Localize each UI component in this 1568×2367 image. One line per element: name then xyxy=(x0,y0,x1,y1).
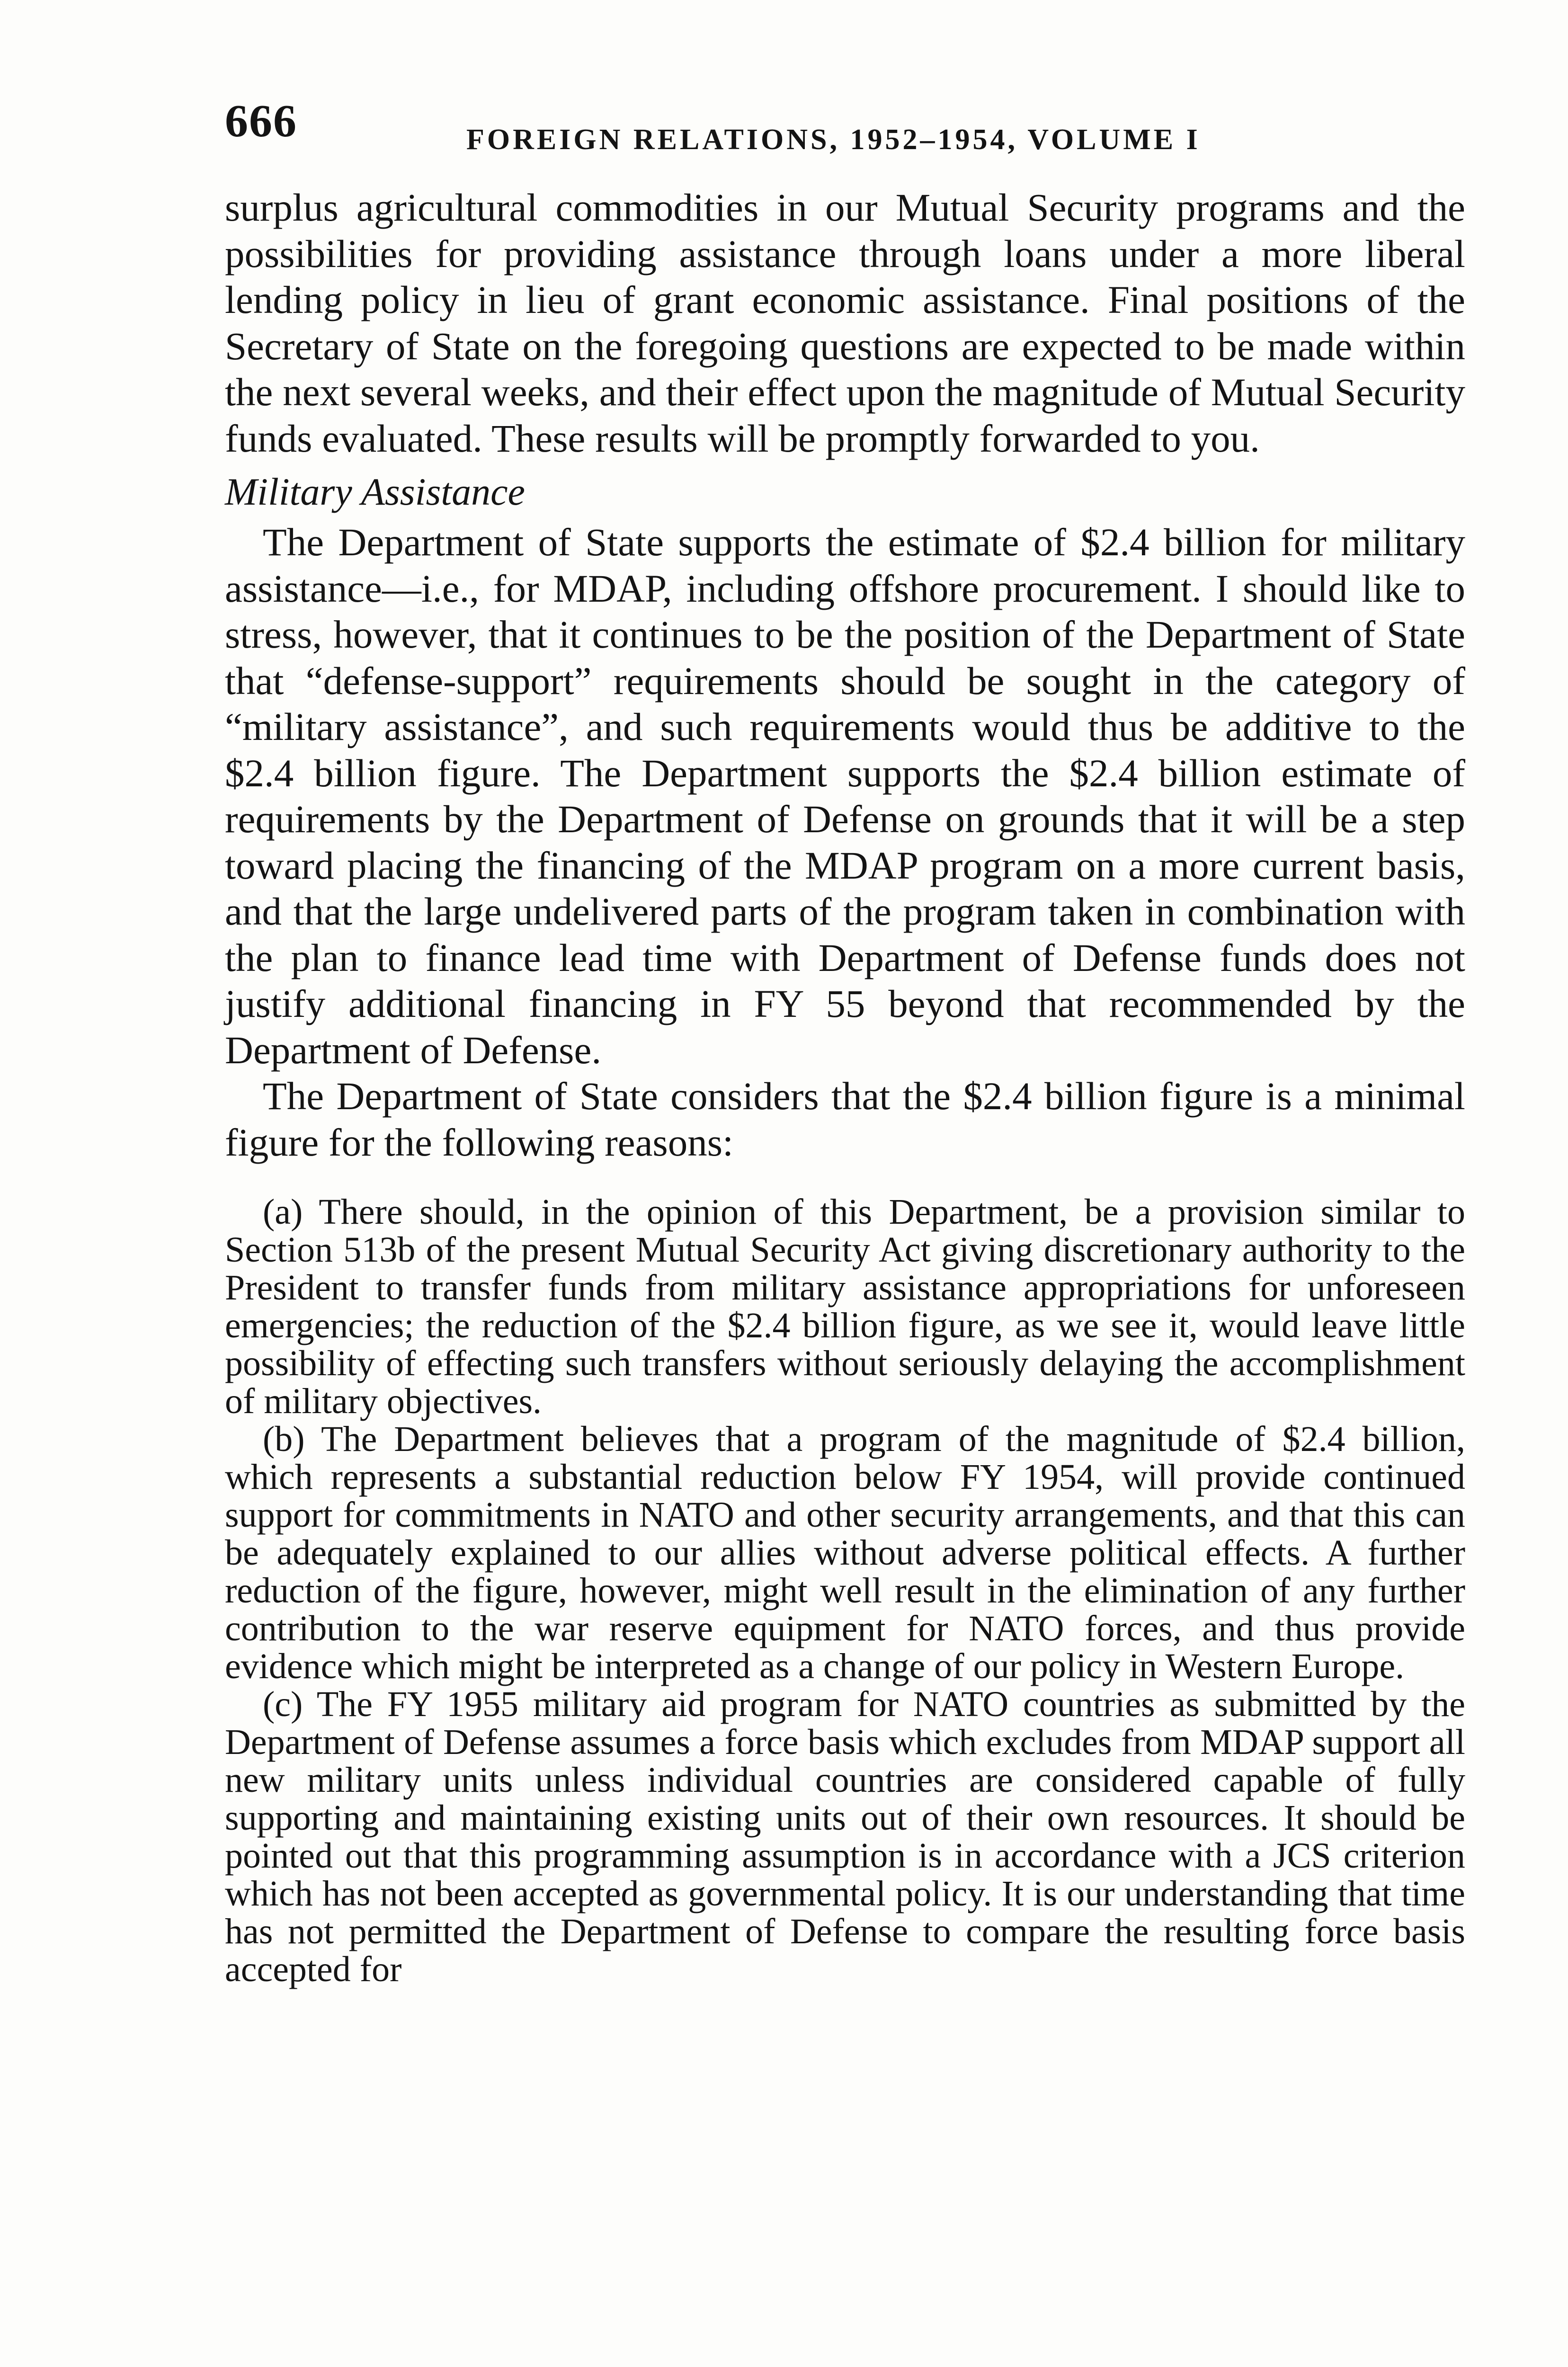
list-item-c: (c) The FY 1955 military aid program for NATO countries as submitted by the Department of Defense assumes a force basis which excludes from MDAP support all new military units unless individual countries are considered capable of fully supporting and maintaining existing units out of their own resources. It should be pointed out that this programming assumption is in accordance with a JCS criterion which has not been accepted as governmental policy. It is our understanding that time has not permitted the Department of Defense to compare the resulting force basis accepted for xyxy=(225,1684,1465,1989)
page-header xyxy=(225,85,1475,156)
body-text xyxy=(225,185,1465,1988)
running-head: FOREIGN RELATIONS, 1952–1954, VOLUME I xyxy=(466,124,1201,156)
page-number: 666 xyxy=(225,96,297,147)
list-item-b: (b) The Department believes that a program of the magnitude of $2.4 billion, which represents a substantial reduction below FY 1954, will provide continued support for commitments in NATO and other security arrangements, and that this can be adequately explained to our allies without adverse political effects. A further reduction of the figure, however, might well result in the elimination of any further contribution to the war reserve equipment for NATO forces, and thus provide evidence which might be interpreted as a change of our policy in Western Europe. xyxy=(225,1419,1465,1686)
paragraph-military-1: The Department of State supports the estimate of $2.4 billion for military assistance—i.e., for MDAP, including offshore procurement. I should like to stress, however, that it continues to be the position of the Department of State that “defense-support” requirements should be sought in the category of “military assistance”, and such requirements would thus be additive to the $2.4 billion figure. The Department supports the $2.4 billion estimate of requirements by the Department of Defense on grounds that it will be a step toward placing the financing of the MDAP program on a more current basis, and that the large undelivered parts of the program taken in combination with the plan to finance lead time with Department of Defense funds does not justify additional financing in FY 55 beyond that recommended by the Department of Defense. xyxy=(225,520,1465,1072)
spacer xyxy=(225,1166,1465,1193)
paragraph-intro: surplus agricultural commodities in our Mutual Security programs and the possibilities for providing assistance through loans under a more liberal lending policy in lieu of grant economic assistance. Final positions of the Secretary of State on the foregoing questions are expected to be made within the next several weeks, and their effect upon the magnitude of Mutual Security funds evaluated. These results will be promptly forwarded to you. xyxy=(225,186,1465,460)
section-heading-military-assistance: Military Assistance xyxy=(225,470,525,513)
list-item-a: (a) There should, in the opinion of this Department, be a provision similar to Section 513b of the present Mutual Security Act giving discretionary authority to the President to transfer funds from military assistance appropriations for unforeseen emergencies; the reduction of the $2.4 billion figure, as we see it, would leave little possibility of effecting such transfers without seriously delaying the accomplishment of military objectives. xyxy=(225,1192,1465,1421)
paragraph-military-2: The Department of State considers that the $2.4 billion figure is a minimal figure for the following reasons: xyxy=(225,1074,1465,1164)
